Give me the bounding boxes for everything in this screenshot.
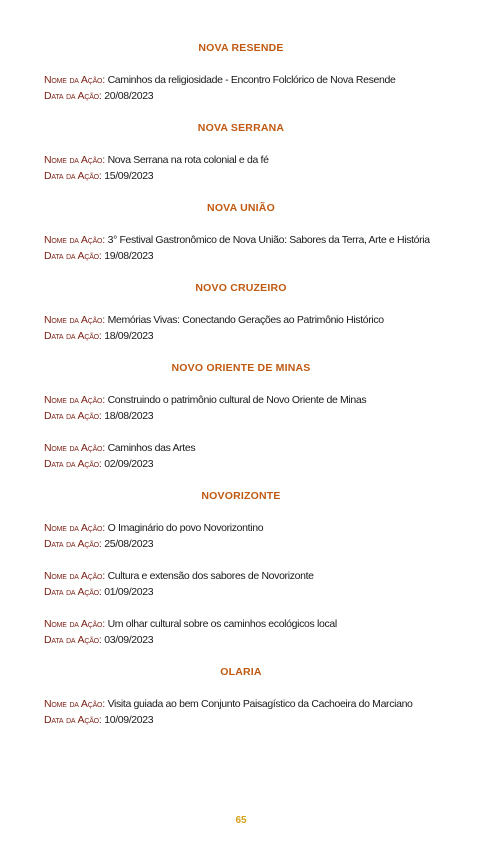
action-name-label: Nome da Ação: bbox=[44, 522, 105, 534]
action-name-label: Nome da Ação: bbox=[44, 234, 105, 246]
action-title: Caminhos das Artes bbox=[107, 442, 196, 454]
action-date-label: Data da Ação: bbox=[44, 586, 102, 598]
action-name-line bbox=[44, 394, 366, 407]
action-name-line bbox=[44, 522, 263, 535]
action-title: Cultura e extensão dos sabores de Novorizonte bbox=[107, 570, 314, 582]
action-name-line bbox=[44, 698, 413, 711]
city-heading: NOVA SERRANA bbox=[197, 122, 285, 134]
action-date-line bbox=[44, 250, 153, 263]
action-date: 02/09/2023 bbox=[104, 458, 154, 470]
action-title: Construindo o patrimônio cultural de Novo Oriente de Minas bbox=[107, 394, 367, 406]
city-heading: NOVO ORIENTE DE MINAS bbox=[171, 362, 311, 374]
page-number: 65 bbox=[235, 815, 247, 826]
action-date-line bbox=[44, 330, 153, 343]
action-name-line bbox=[44, 234, 430, 247]
city-heading: NOVO CRUZEIRO bbox=[195, 282, 287, 294]
action-date: 18/08/2023 bbox=[104, 410, 154, 422]
city-heading: OLARIA bbox=[220, 666, 262, 678]
action-date: 18/09/2023 bbox=[104, 330, 154, 342]
action-name-label: Nome da Ação: bbox=[44, 74, 105, 86]
action-name-line bbox=[44, 154, 269, 167]
action-date: 25/08/2023 bbox=[104, 538, 154, 550]
action-name-label: Nome da Ação: bbox=[44, 314, 105, 326]
action-date: 10/09/2023 bbox=[104, 714, 154, 726]
action-date-line bbox=[44, 538, 153, 551]
action-name-label: Nome da Ação: bbox=[44, 394, 105, 406]
action-name-label: Nome da Ação: bbox=[44, 442, 105, 454]
action-title: Caminhos da religiosidade - Encontro Folclórico de Nova Resende bbox=[107, 74, 396, 86]
action-title: Memórias Vivas: Conectando Gerações ao Patrimônio Histórico bbox=[107, 314, 384, 326]
action-name-line bbox=[44, 74, 395, 87]
action-date: 03/09/2023 bbox=[104, 634, 154, 646]
action-title: Visita guiada ao bem Conjunto Paisagístico da Cachoeira do Marciano bbox=[107, 698, 413, 710]
action-date-label: Data da Ação: bbox=[44, 714, 102, 726]
action-date-line bbox=[44, 410, 153, 423]
action-date-label: Data da Ação: bbox=[44, 410, 102, 422]
action-name-label: Nome da Ação: bbox=[44, 698, 105, 710]
action-name-line bbox=[44, 570, 314, 583]
action-date-label: Data da Ação: bbox=[44, 458, 102, 470]
action-date-line bbox=[44, 586, 153, 599]
action-date-label: Data da Ação: bbox=[44, 634, 102, 646]
action-name-label: Nome da Ação: bbox=[44, 154, 105, 166]
action-title: Nova Serrana na rota colonial e da fé bbox=[107, 154, 269, 166]
action-name-line bbox=[44, 442, 195, 455]
action-date-label: Data da Ação: bbox=[44, 330, 102, 342]
action-name-label: Nome da Ação: bbox=[44, 570, 105, 582]
action-name-line bbox=[44, 618, 337, 631]
action-title: 3° Festival Gastronômico de Nova União: Sabores da Terra, Arte e História bbox=[107, 234, 430, 246]
action-date-label: Data da Ação: bbox=[44, 538, 102, 550]
city-heading: NOVA RESENDE bbox=[198, 42, 284, 54]
action-title: Um olhar cultural sobre os caminhos ecológicos local bbox=[107, 618, 337, 630]
action-date-line bbox=[44, 458, 153, 471]
action-date: 15/09/2023 bbox=[104, 170, 154, 182]
action-date-label: Data da Ação: bbox=[44, 170, 102, 182]
action-date: 01/09/2023 bbox=[104, 586, 154, 598]
action-date: 19/08/2023 bbox=[104, 250, 154, 262]
action-date: 20/08/2023 bbox=[104, 90, 154, 102]
action-date-label: Data da Ação: bbox=[44, 250, 102, 262]
action-date-line bbox=[44, 90, 153, 103]
action-title: O Imaginário do povo Novorizontino bbox=[107, 522, 264, 534]
action-date-line bbox=[44, 634, 153, 647]
action-name-label: Nome da Ação: bbox=[44, 618, 105, 630]
action-date-label: Data da Ação: bbox=[44, 90, 102, 102]
city-heading: NOVORIZONTE bbox=[201, 490, 281, 502]
city-heading: NOVA UNIÃO bbox=[207, 202, 275, 214]
action-date-line bbox=[44, 170, 153, 183]
action-name-line bbox=[44, 314, 384, 327]
action-date-line bbox=[44, 714, 153, 727]
